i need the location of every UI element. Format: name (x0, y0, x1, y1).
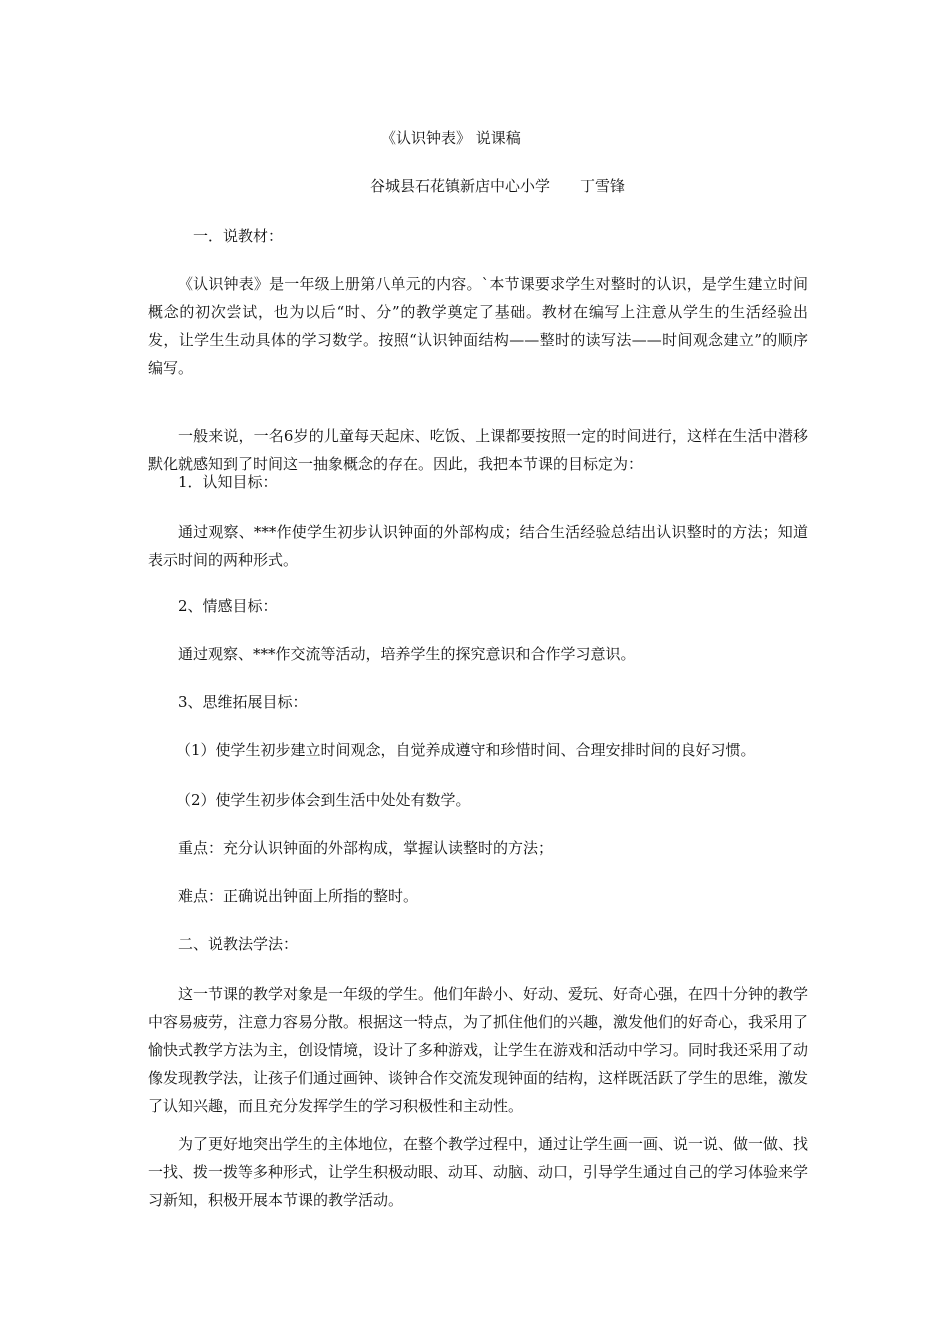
paragraph-material-intro: 《认识钟表》是一年级上册第八单元的内容。`本节课要求学生对整时的认识，是学生建立时间概念的初次尝试，也为以后“时、分”的教学奠定了基础。教材在编写上注意从学生的生活经验出发，让学生生动具体的学习数学。按照“认识钟面结构——整时的读写法——时间观念建立”的顺序编写。 (148, 275, 808, 377)
goal-thinking-heading: 3、思维拓展目标： (178, 693, 308, 711)
goal-emotional-text: 通过观察、***作交流等活动，培养学生的探究意识和合作学习意识。 (178, 645, 636, 663)
document-title: 《认识钟表》 说课稿 (381, 129, 521, 147)
section-heading-teaching-material: 一．说教材： (193, 227, 284, 245)
difficult-point: 难点：正确说出钟面上所指的整时。 (178, 887, 419, 905)
paragraph-children-time: 一般来说，一名6岁的儿童每天起床、吃饭、上课都要按照一定的时间进行，这样在生活中潜移默化就感知到了时间这一抽象概念的存在。因此，我把本节课的目标定为： (148, 427, 808, 473)
goal-emotional-heading: 2、情感目标： (178, 597, 278, 615)
goal-thinking-item-2: （2）使学生初步体会到生活中处处有数学。 (176, 791, 471, 809)
goal-cognitive-heading: 1．认知目标： (178, 473, 278, 491)
goal-cognitive-text: 通过观察、***作使学生初步认识钟面的外部构成；结合生活经验总结出认识整时的方法；知道表示时间的两种形式。 (148, 523, 808, 569)
paragraph-teaching-methods: 这一节课的教学对象是一年级的学生。他们年龄小、好动、爱玩、好奇心强，在四十分钟的教学中容易疲劳，注意力容易分散。根据这一特点，为了抓住他们的兴趣，激发他们的好奇心，我采用了愉快式教学方法为主，创设情境，设计了多种游戏，让学生在游戏和活动中学习。同时我还采用了动像发现教学法，让孩子们通过画钟、谈钟合作交流发现钟面的结构，这样既活跃了学生的思维，激发了认知兴趣，而且充分发挥学生的学习积极性和主动性。 (148, 985, 809, 1115)
author-line: 谷城县石花镇新店中心小学 丁雪锋 (370, 177, 626, 195)
section-heading-teaching-methods: 二、说教法学法： (178, 935, 299, 953)
key-point: 重点：充分认识钟面的外部构成，掌握认读整时的方法； (178, 839, 554, 857)
paragraph-student-centered: 为了更好地突出学生的主体地位，在整个教学过程中，通过让学生画一画、说一说、做一做、找一找、拨一拨等多种形式，让学生积极动眼、动耳、动脑、动口，引导学生通过自己的学习体验来学习新知，积极开展本节课的教学活动。 (148, 1135, 809, 1209)
goal-thinking-item-1: （1）使学生初步建立时间观念，自觉养成遵守和珍惜时间、合理安排时间的良好习惯。 (176, 741, 756, 759)
